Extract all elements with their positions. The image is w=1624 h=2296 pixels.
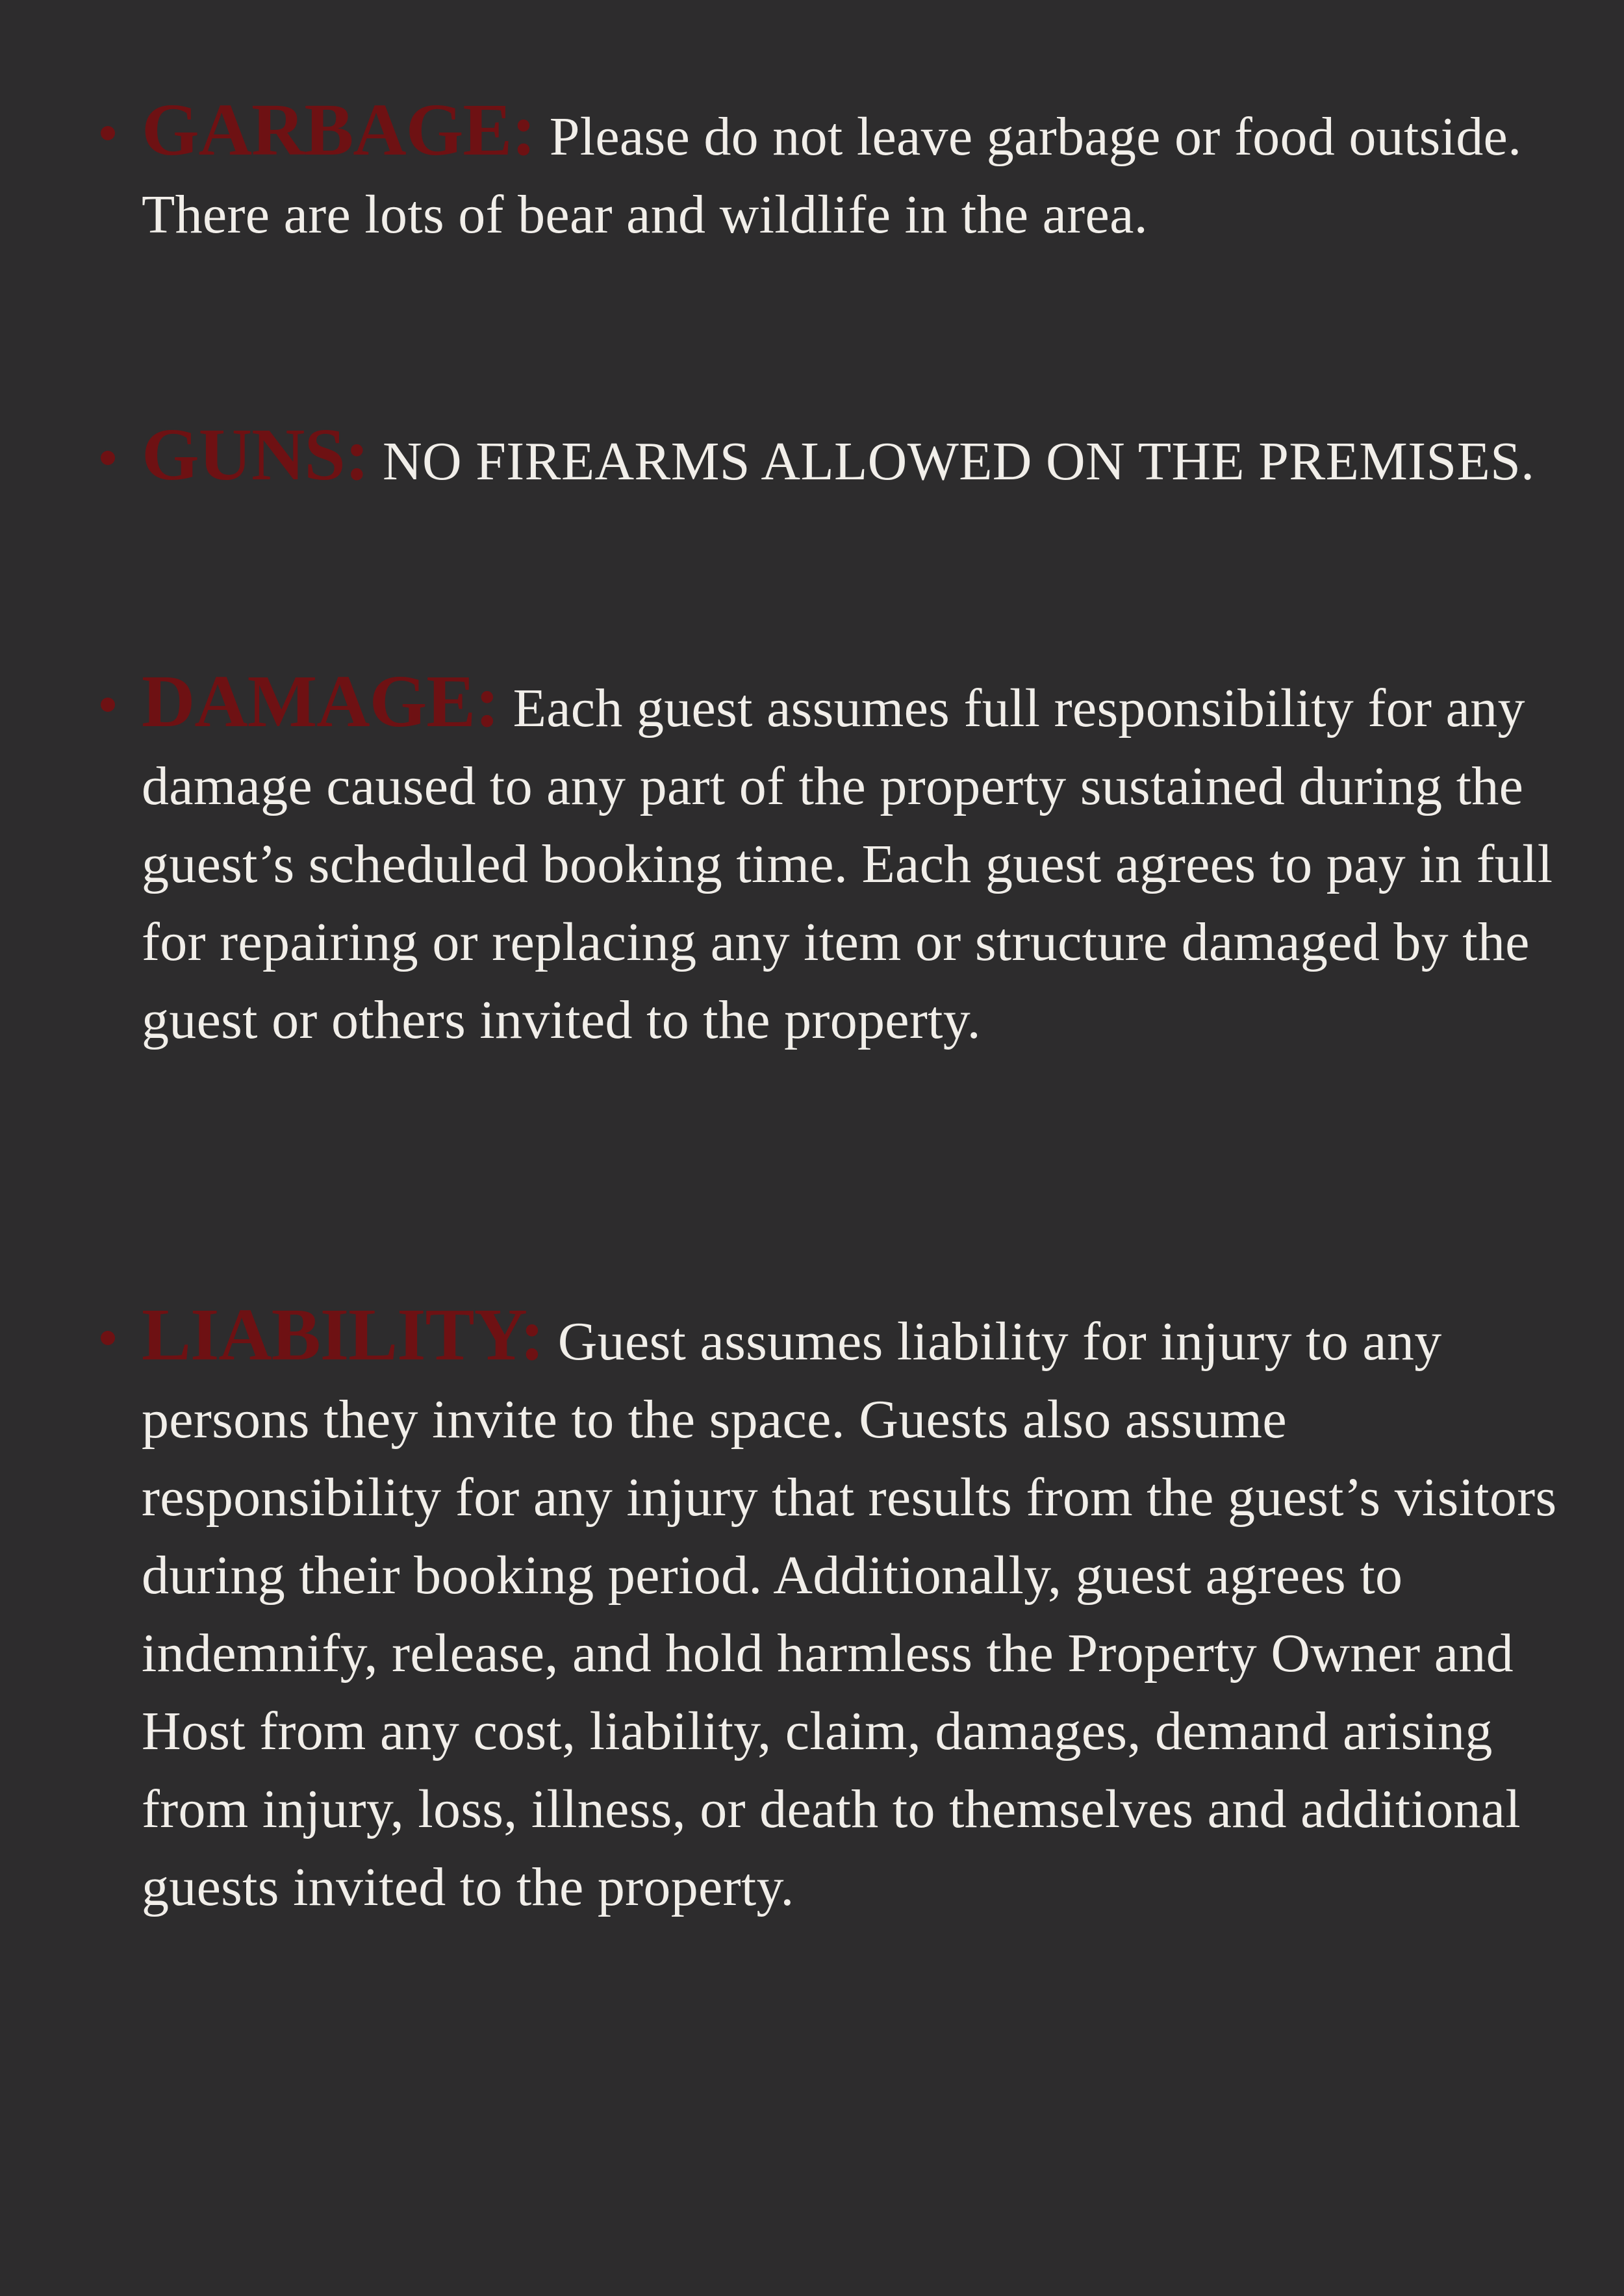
rule-heading-garbage: GARBAGE: <box>142 88 536 171</box>
bullet-icon <box>101 1331 115 1345</box>
rule-body-guns: NO FIREARMS ALLOWED ON THE PREMISES. <box>383 431 1535 492</box>
rule-heading-damage: DAMAGE: <box>142 660 500 742</box>
rule-text <box>142 662 1571 1059</box>
rule-text <box>142 1293 1571 1926</box>
rule-body-garbage: Please do not leave garbage or food outside. There are lots of bear and wildlife in the area. <box>142 107 1522 245</box>
rule-text <box>142 88 1571 254</box>
rule-heading-liability: LIABILITY: <box>142 1293 544 1376</box>
bullet-icon <box>101 451 115 465</box>
bullet-icon <box>101 698 115 712</box>
rule-body-damage: Each guest assumes full responsibility for any damage caused to any part of the property sustained during the guest’s scheduled booking time. Each guest agrees to pay in full for repairing or replacing any item or structure damaged by the guest or others invited to the property. <box>142 678 1553 1050</box>
rule-heading-guns: GUNS: <box>142 413 369 496</box>
bullet-icon <box>101 126 115 140</box>
rule-body-liability: Guest assumes liability for injury to any persons they invite to the space. Guests also assume responsibility for any injury that results from the guest’s visitors during their booking period. Additionally, guest agrees to indemnify, release, and hold harmless the Property Owner and Host from any cost, liability, claim, damages, demand arising from injury, loss, illness, or death to themselves and additional guests invited to the property. <box>142 1311 1557 1917</box>
rule-text <box>142 413 1571 501</box>
